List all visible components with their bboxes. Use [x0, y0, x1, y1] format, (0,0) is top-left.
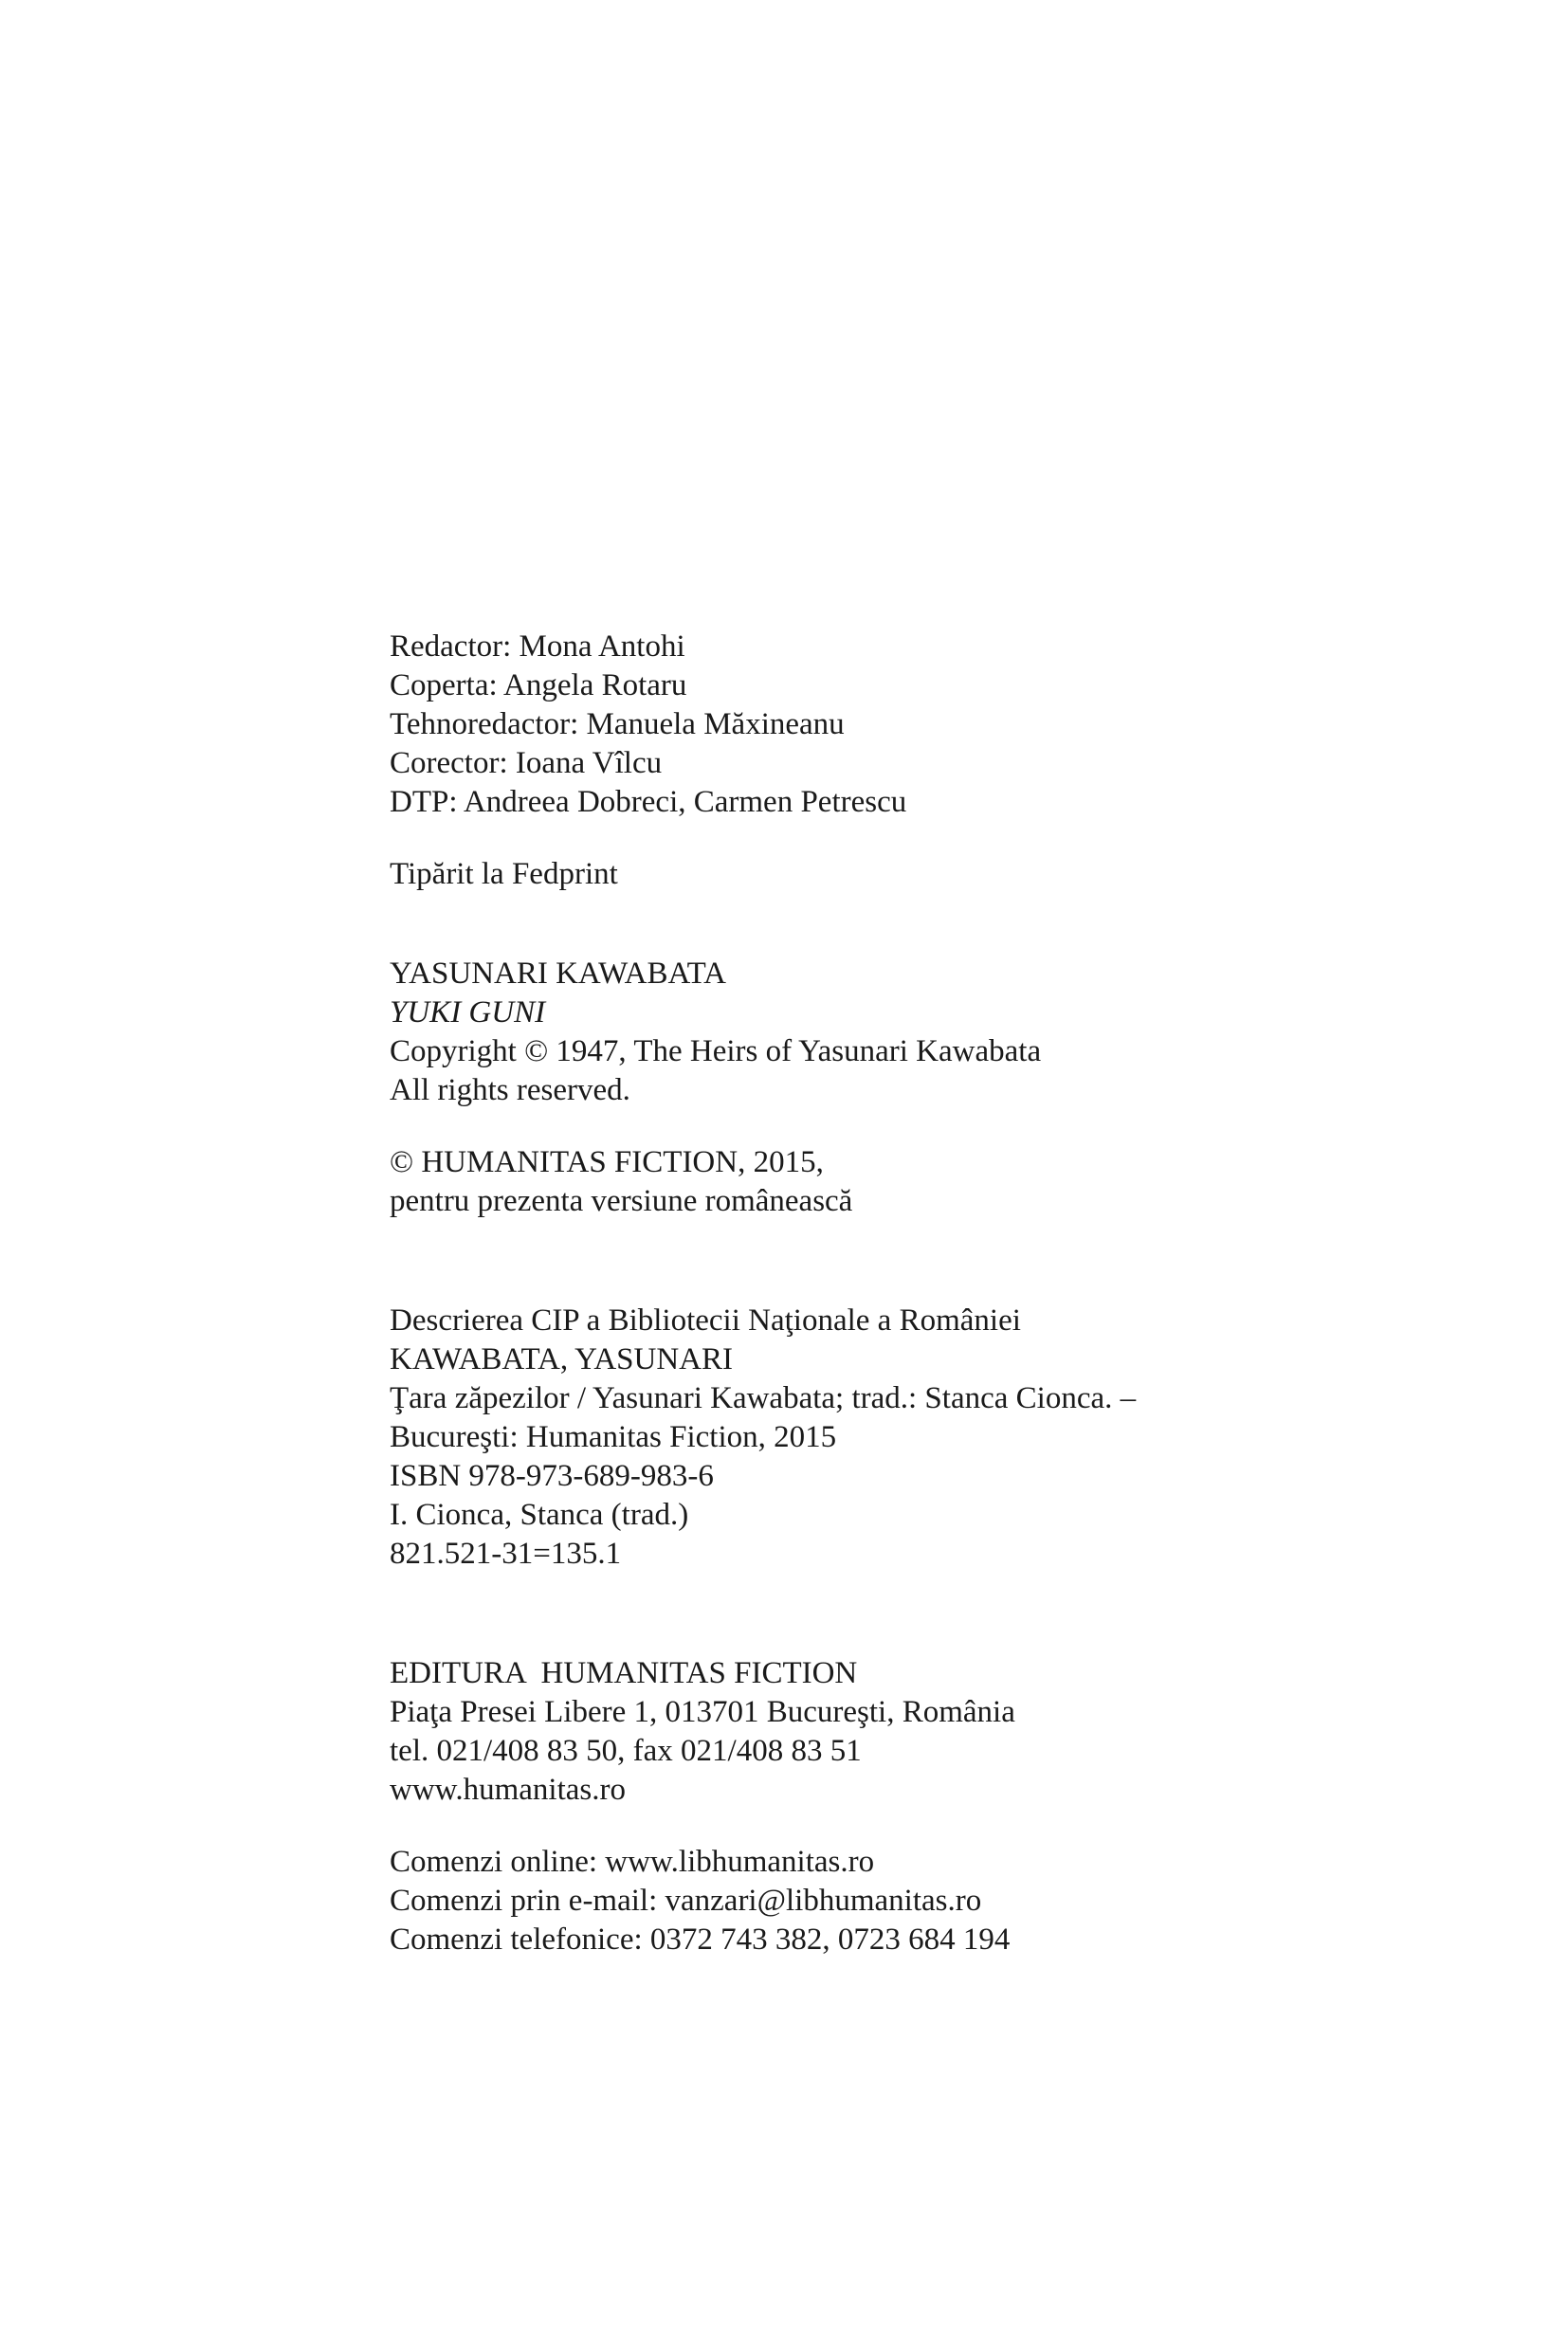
publisher-block: [390, 1654, 1432, 1810]
orders-online: Comenzi online: www.libhumanitas.ro: [390, 1845, 875, 1879]
credits-block: [390, 628, 1432, 822]
original-author: YASUNARI KAWABATA: [390, 957, 726, 991]
credit-cover: Coperta: Angela Rotaru: [390, 668, 687, 702]
edition-copyright-block: [390, 1143, 1432, 1221]
orders-email: Comenzi prin e-mail: vanzari@libhumanitas.ro: [390, 1884, 982, 1918]
cip-author: KAWABATA, YASUNARI: [390, 1342, 734, 1376]
cip-heading: Descrierea CIP a Bibliotecii Naţionale a României: [390, 1303, 1021, 1338]
cip-title: Ţara zăpezilor / Yasunari Kawabata; trad.: Stanca Cionca. –: [390, 1381, 1137, 1415]
edition-copyright: © HUMANITAS FICTION, 2015,: [390, 1145, 824, 1179]
original-edition-block: [390, 955, 1432, 1110]
edition-note: pentru prezenta versiune românească: [390, 1184, 853, 1218]
credit-editor: Redactor: Mona Antohi: [390, 629, 685, 664]
original-copyright: Copyright © 1947, The Heirs of Yasunari Kawabata: [390, 1034, 1042, 1068]
original-rights: All rights reserved.: [390, 1073, 630, 1107]
original-title: YUKI GUNI: [390, 995, 546, 1030]
printing-note: Tipărit la Fedprint: [390, 857, 618, 891]
cip-isbn: ISBN 978-973-689-983-6: [390, 1459, 714, 1493]
publisher-phone: tel. 021/408 83 50, fax 021/408 83 51: [390, 1734, 862, 1768]
orders-block: [390, 1843, 1432, 1959]
cip-translator: I. Cionca, Stanca (trad.): [390, 1498, 689, 1532]
printing-block: [390, 855, 1432, 894]
publisher-website: www.humanitas.ro: [390, 1773, 626, 1807]
cip-classification: 821.521-31=135.1: [390, 1537, 622, 1571]
credit-dtp: DTP: Andreea Dobreci, Carmen Petrescu: [390, 785, 907, 819]
orders-phone: Comenzi telefonice: 0372 743 382, 0723 684 194: [390, 1923, 1011, 1957]
publisher-address: Piaţa Presei Libere 1, 013701 Bucureşti, România: [390, 1695, 1015, 1729]
credit-typesetter: Tehnoredactor: Manuela Măxineanu: [390, 707, 845, 741]
cip-block: [390, 1302, 1432, 1574]
publisher-name: EDITURA HUMANITAS FICTION: [390, 1656, 858, 1690]
cip-publication: Bucureşti: Humanitas Fiction, 2015: [390, 1420, 837, 1454]
credit-proofreader: Corector: Ioana Vîlcu: [390, 746, 663, 780]
colophon-text: [390, 628, 1432, 1959]
